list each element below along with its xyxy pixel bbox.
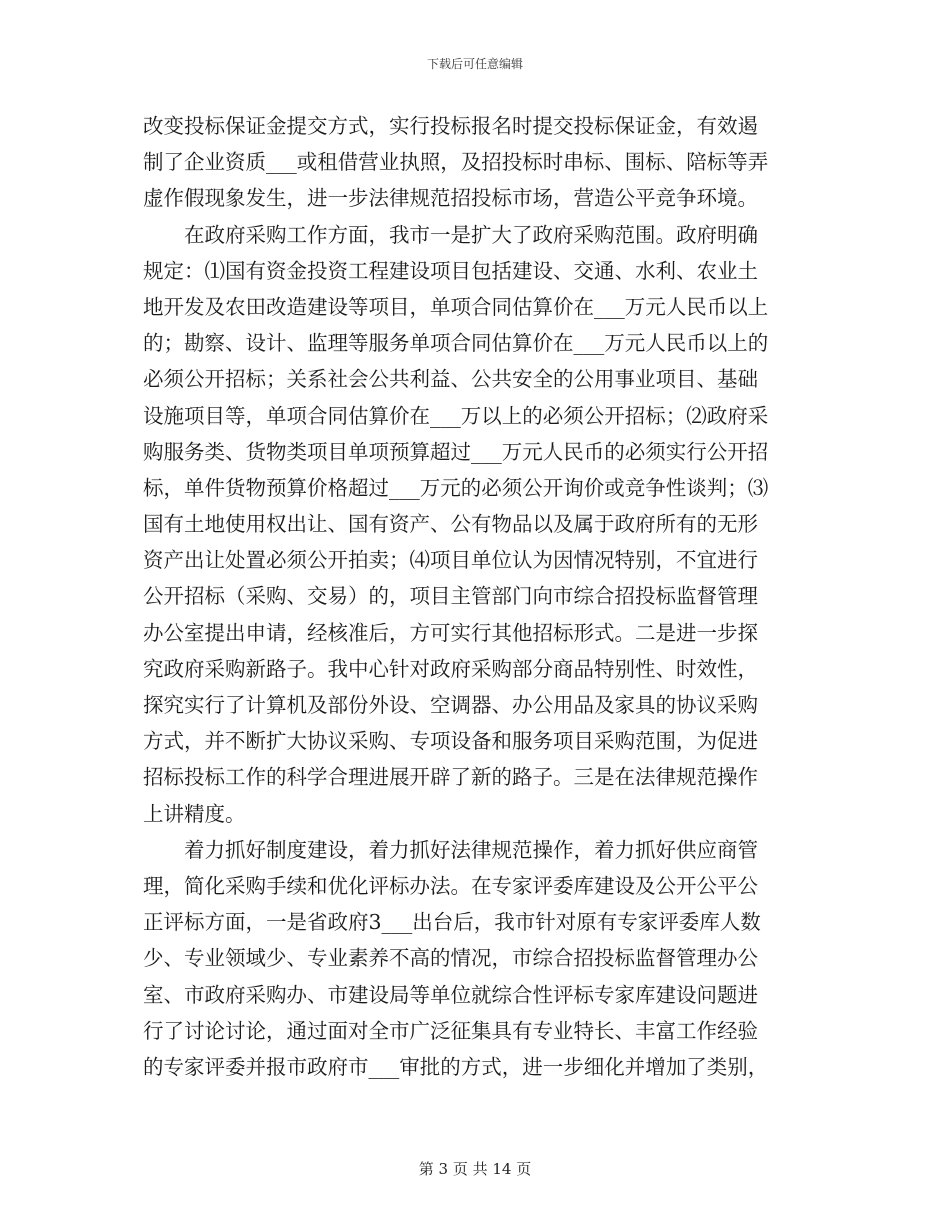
text-line: 少、专业领域少、专业素养不高的情况，市综合招投标监督管理办公 [143, 946, 758, 971]
text-line: 在政府采购工作方面，我市一是扩大了政府采购范围。政府明确 [143, 222, 758, 247]
text-line: 探究实行了计算机及部份外设、空调器、办公用品及家具的协议采购 [143, 693, 758, 717]
text-line: 改变投标保证金提交方式，实行投标报名时提交投标保证金，有效遏 [143, 114, 758, 138]
text-line: 虚作假现象发生，进一步法律规范招投标市场，营造公平竞争环境。 [143, 186, 758, 211]
text-line: 室、市政府采购办、市建设局等单位就综合性评标专家库建设问题进 [143, 982, 758, 1007]
text-line: 正评标方面，一是省政府3___出台后，我市针对原有专家评委库人数 [143, 910, 761, 935]
text-line: 理，简化采购手续和优化评标办法。在专家评委库建设及公开公平公 [143, 873, 758, 898]
text-line: 设施项目等，单项合同估算价在___万以上的必须公开招标；⑵政府采 [143, 403, 769, 428]
document-body [143, 108, 808, 1085]
text-line: 必须公开招标；关系社会公共利益、公共安全的公用事业项目、基础 [143, 367, 758, 392]
page-header: 下载后可任意编辑 [426, 57, 523, 71]
text-line: 办公室提出申请，经核准后，方可实行其他招标形式。二是进一步探 [143, 620, 758, 645]
text-line: 行了讨论讨论，通过面对全市广泛征集具有专业特长、丰富工作经验 [143, 1018, 758, 1043]
text-line: 着力抓好制度建设，着力抓好法律规范操作，着力抓好供应商管 [143, 837, 758, 862]
text-line: 规定：⑴国有资金投资工程建设项目包括建设、交通、水利、农业土 [143, 258, 758, 283]
text-line: 招标投标工作的科学合理进展开辟了新的路子。三是在法律规范操作 [143, 765, 758, 790]
text-line: 国有土地使用权出让、国有资产、公有物品以及属于政府所有的无形 [143, 512, 758, 537]
text-line: 公开招标（采购、交易）的，项目主管部门向市综合招投标监督管理 [143, 584, 758, 609]
text-line: 制了企业资质___或租借营业执照，及招投标时串标、围标、陪标等弄 [143, 150, 769, 175]
text-line: 地开发及农田改造建设等项目，单项合同估算价在___万元人民币以上 [143, 294, 769, 319]
text-line: 上讲精度。 [143, 801, 246, 826]
text-line: 资产出让处置必须公开拍卖；⑷项目单位认为因情况特别，不宜进行 [143, 548, 758, 573]
text-line: 购服务类、货物类项目单项预算超过___万元人民币的必须实行公开招 [143, 439, 769, 464]
page-footer: 第 3 页 共 14 页 [418, 1160, 532, 1178]
text-line: 标，单件货物预算价格超过___万元的必须公开询价或竞争性谈判；⑶ [143, 475, 769, 500]
text-line: 的专家评委并报市政府市___审批的方式，进一步细化并增加了类别， [143, 1054, 769, 1079]
text-line: 的；勘察、设计、监理等服务单项合同估算价在___万元人民币以上的 [143, 331, 769, 356]
text-line: 究政府采购新路子。我中心针对政府采购部分商品特别性、时效性， [143, 656, 758, 681]
text-line: 方式，并不断扩大协议采购、专项设备和服务项目采购范围，为促进 [143, 729, 758, 754]
